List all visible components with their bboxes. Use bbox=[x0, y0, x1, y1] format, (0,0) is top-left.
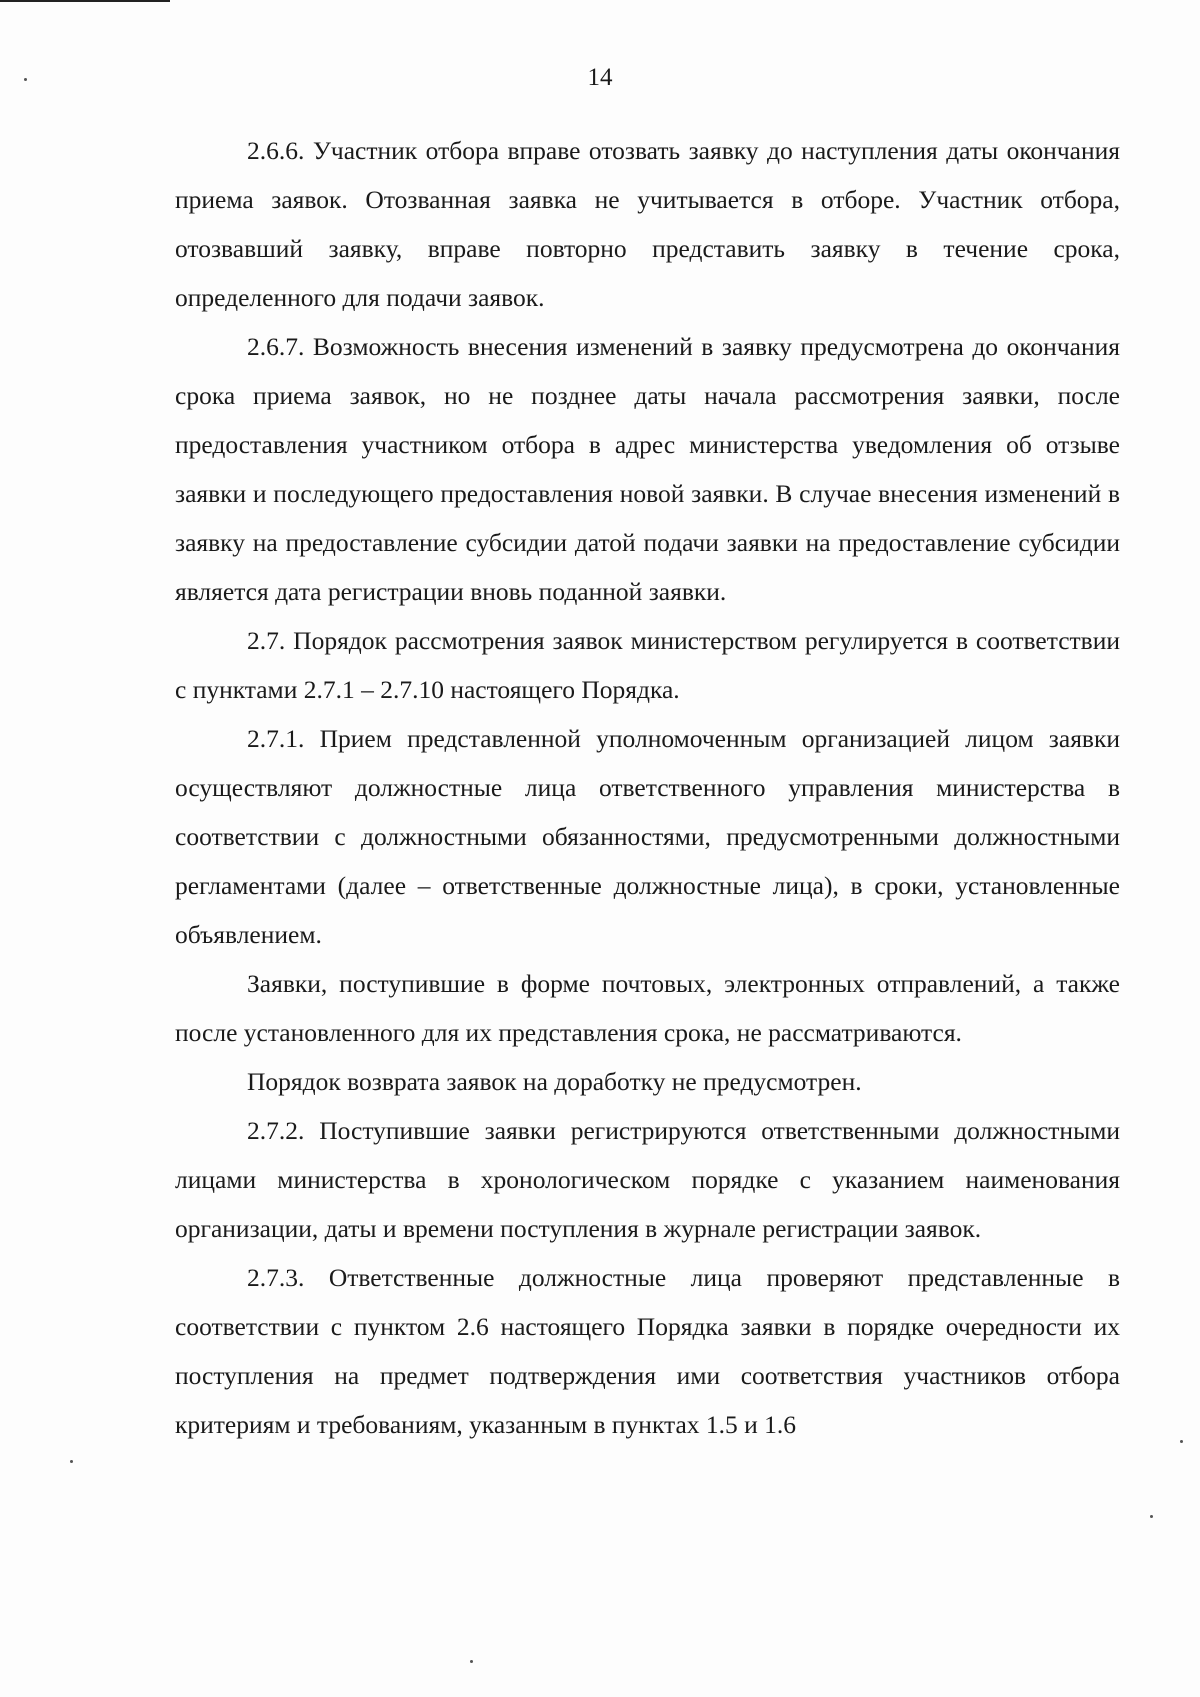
document-body bbox=[175, 126, 1120, 1449]
scan-speck bbox=[1150, 1515, 1153, 1518]
paragraph-late-applications: Заявки, поступившие в форме почтовых, электронных отправлений, а также после установленного для их представления срока, не рассматриваются. bbox=[175, 969, 1120, 1047]
paragraph-2-7-3: 2.7.3. Ответственные должностные лица проверяют представленные в соответствии с пунктом 2.6 настоящего Порядка заявки в порядке очередности их поступления на предмет подтверждения ими соответствия участников отбора критериям и требованиям, указанным в пунктах 1.5 и 1.6 bbox=[175, 1263, 1120, 1439]
scan-edge-line bbox=[0, 0, 170, 2]
page-number: 14 bbox=[587, 64, 613, 91]
paragraph-no-return: Порядок возврата заявок на доработку не предусмотрен. bbox=[247, 1067, 862, 1096]
scan-speck bbox=[24, 78, 27, 81]
paragraph-2-6-6: 2.6.6. Участник отбора вправе отозвать заявку до наступления даты окончания приема заявок. Отозванная заявка не учитывается в отборе. Участник отбора, отозвавший заявку, вправе повторно представить заявку в течение срока, определенного для подачи заявок. bbox=[175, 136, 1120, 312]
scan-speck bbox=[1180, 1440, 1183, 1443]
paragraph-2-6-7: 2.6.7. Возможность внесения изменений в заявку предусмотрена до окончания срока приема заявок, но не позднее даты начала рассмотрения заявки, после предоставления участником отбора в адрес министерства уведомления об отзыве заявки и последующего предоставления новой заявки. В случае внесения изменений в заявку на предоставление субсидии датой подачи заявки на предоставление субсидии является дата регистрации вновь поданной заявки. bbox=[175, 332, 1120, 606]
paragraph-2-7-2: 2.7.2. Поступившие заявки регистрируются ответственными должностными лицами министерства в хронологическом порядке с указанием наименования организации, даты и времени поступления в журнале регистрации заявок. bbox=[175, 1116, 1120, 1243]
paragraph-2-7: 2.7. Порядок рассмотрения заявок министерством регулируется в соответствии с пунктами 2.7.1 – 2.7.10 настоящего Порядка. bbox=[175, 626, 1120, 704]
paragraph-2-7-1: 2.7.1. Прием представленной уполномоченным организацией лицом заявки осуществляют должностные лица ответственного управления министерства в соответствии с должностными обязанностями, предусмотренными должностными регламентами (далее – ответственные должностные лица), в сроки, установленные объявлением. bbox=[175, 724, 1120, 949]
scan-speck bbox=[470, 1660, 473, 1663]
scan-speck bbox=[70, 1460, 73, 1463]
